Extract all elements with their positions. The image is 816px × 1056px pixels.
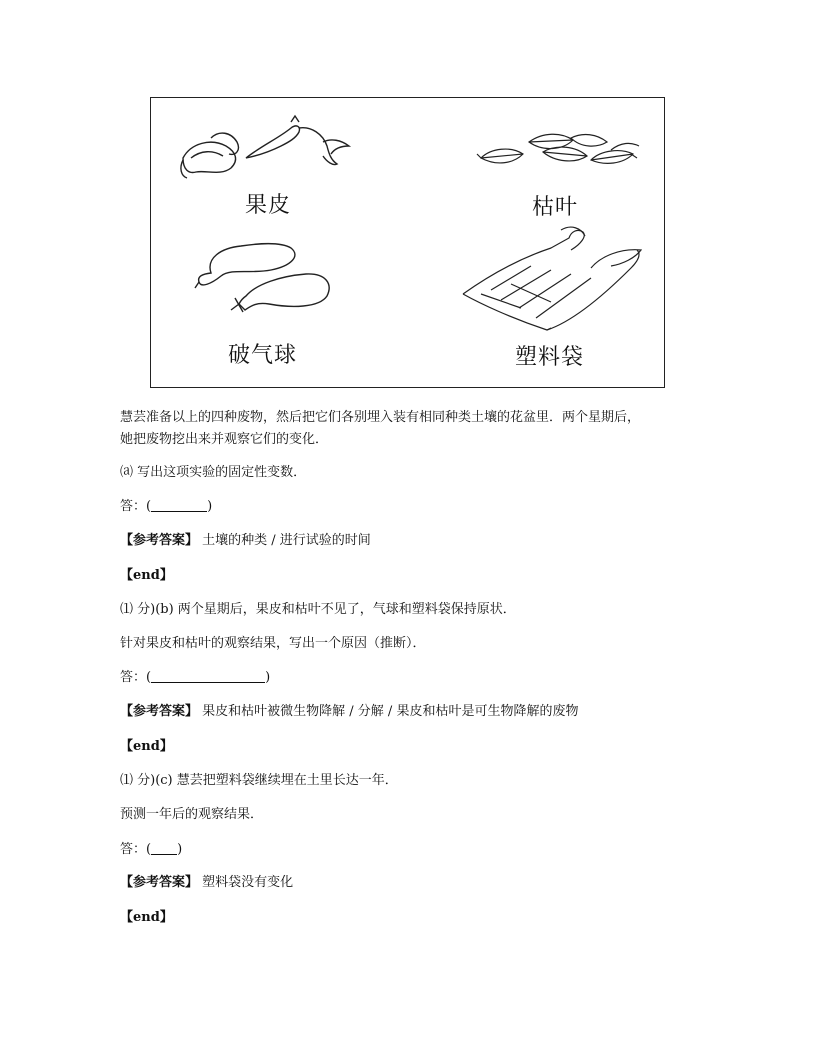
caption-plastic-bag: 塑料袋: [515, 345, 585, 370]
answer-suffix: ): [207, 499, 213, 514]
plastic-bag-icon: [463, 227, 641, 330]
reference-label: 【参考答案】: [120, 533, 199, 548]
end-marker-b: 【end】: [120, 739, 173, 754]
answer-blank-a[interactable]: [151, 497, 207, 512]
answer-suffix: ): [177, 842, 183, 857]
reference-text: 土壤的种类 / 进行试验的时间: [202, 533, 371, 548]
reference-text: 塑料袋没有变化: [202, 875, 294, 890]
reference-label: 【参考答案】: [120, 704, 199, 719]
reference-label: 【参考答案】: [120, 875, 199, 890]
answer-a: [120, 497, 212, 517]
answer-suffix: ): [265, 670, 271, 685]
reference-answer-a: [120, 531, 371, 551]
reference-answer-b: [120, 702, 578, 722]
end-marker-a: 【end】: [120, 568, 173, 583]
answer-blank-b[interactable]: [151, 668, 265, 683]
end-marker-c: 【end】: [120, 910, 173, 925]
caption-broken-balloon: 破气球: [228, 343, 298, 368]
question-c-detail: 预测一年后的观察结果．: [120, 807, 264, 822]
reference-answer-c: [120, 873, 293, 893]
intro-line-2: 她把废物挖出来并观察它们的变化．: [120, 432, 329, 447]
reference-text: 果皮和枯叶被微生物降解 / 分解 / 果皮和枯叶是可生物降解的废物: [202, 704, 579, 719]
answer-blank-c[interactable]: [151, 840, 177, 855]
question-b-detail: 针对果皮和枯叶的观察结果，写出一个原因（推断）．: [120, 636, 426, 651]
caption-dry-leaves: 枯叶: [532, 195, 579, 220]
answer-c: [120, 840, 182, 860]
answer-prefix: 答：(: [120, 499, 152, 514]
intro-line-1: 慧芸准备以上的四种废物，然后把它们各别埋入装有相同种类土壤的花盆里．两个星期后，: [120, 410, 641, 425]
caption-fruit-peel: 果皮: [245, 193, 292, 218]
dry-leaves-icon: [477, 134, 639, 163]
waste-illustration: [150, 97, 665, 388]
question-a: ⒜ 写出这项实验的固定性变数．: [120, 465, 307, 480]
broken-balloon-icon: [195, 244, 329, 312]
answer-prefix: 答：(: [120, 842, 152, 857]
question-b: ⑴ 分)(b) 两个星期后，果皮和枯叶不见了，气球和塑料袋保持原状．: [120, 602, 516, 617]
answer-prefix: 答：(: [120, 670, 152, 685]
banana-peel-icon: [181, 116, 349, 178]
answer-b: [120, 668, 270, 688]
question-c: ⑴ 分)(c) 慧芸把塑料袋继续埋在土里长达一年．: [120, 773, 398, 788]
